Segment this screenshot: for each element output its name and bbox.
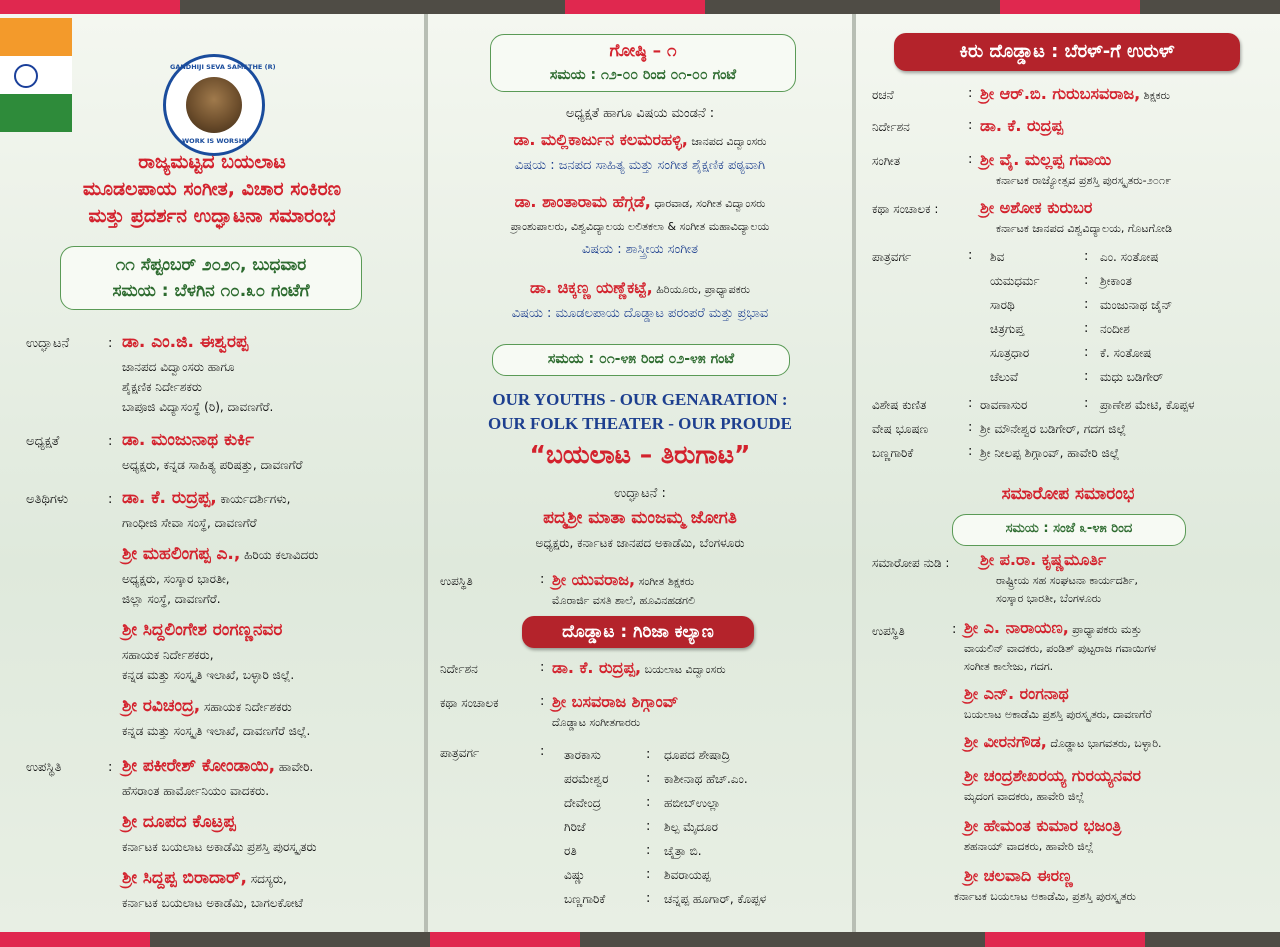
speaker-role: ಧಾರವಾಡ, ಸಂಗೀತ ವಿದ್ವಾಂಸರು — [650, 197, 766, 210]
guest-role: ಹಿರಿಯ ಕಲಾವಿದರು — [240, 548, 319, 562]
panel-right — [856, 14, 1280, 932]
guest-3-name: ಶ್ರೀ ಸಿದ್ದಲಿಂಗೇಶ ರಂಗಣ್ಣನವರ — [122, 620, 283, 640]
bayalata-title: “ಬಯಲಾಟ – ತಿರುಗಾಟ” — [529, 440, 751, 469]
speaker-name: ಡಾ. ಚಿಕ್ಕಣ್ಣ ಯಣ್ಣೆಕಟ್ಟೆ, — [530, 278, 653, 297]
guest-role: ಸಹಾಯಕ ನಿರ್ದೇಶಕರು — [200, 700, 292, 714]
label-narrator: ಕಥಾ ಸಂಚಾಲಕ : — [872, 202, 939, 216]
presence-desc: ವಾಯಲಿನ್ ವಾದಕರು, ಪಂಡಿತ್ ಪುಟ್ಟರಾಜ ಗವಾಯಿಗಳ — [964, 642, 1157, 655]
colon: : — [646, 771, 651, 786]
english-slogan-1: OUR YOUTHS - OUR GENARATION : — [492, 390, 788, 409]
english-slogan-2: OUR FOLK THEATER - OUR PROUDE — [488, 414, 792, 433]
guest-1 — [122, 488, 290, 508]
colon: : — [646, 819, 651, 834]
presence — [552, 570, 694, 590]
colon: : — [108, 434, 113, 449]
presence-desc: ಕರ್ನಾಟಕ ಬಯಲಾಟ ಅಕಾಡೆಮಿ ಪ್ರಶಸ್ತಿ ಪುರಸ್ಕೃತರು — [122, 840, 317, 854]
presence-role: ಸದಸ್ಯರು, — [246, 872, 287, 886]
cast-role: ಸಾರಥಿ — [990, 298, 1015, 312]
label-direction: ನಿರ್ದೇಶನ — [440, 662, 478, 676]
cast-actor: ಎಂ. ಸಂತೋಷ — [1100, 250, 1159, 264]
inaug-desc: ಅಧ್ಯಕ್ಷರು, ಕರ್ನಾಟಕ ಜಾನಪದ ಅಕಾಡೆಮಿ, ಬೆಂಗಳೂರು — [535, 536, 745, 550]
presence-desc: ಹೆಸರಾಂತ ಹಾರ್ಮೋನಿಯಂ ವಾದಕರು. — [122, 784, 270, 798]
presence-desc: ಮೃದಂಗ ವಾದಕರು, ಹಾವೇರಿ ಜಿಲ್ಲೆ — [964, 790, 1085, 803]
logo-motto: WORK IS WORSHIP — [182, 137, 252, 145]
cast-role: ಸೂತ್ರಧಾರ — [990, 346, 1030, 360]
label-music: ಸಂಗೀತ — [872, 154, 901, 168]
presence-1 — [122, 756, 313, 776]
colon: : — [968, 396, 973, 411]
colon: : — [540, 572, 545, 587]
speaker-3 — [428, 278, 852, 298]
guest-4 — [122, 696, 292, 716]
cast-role: ಚೆಲುವೆ — [990, 370, 1019, 384]
speaker-2-topic: ವಿಷಯ : ಶಾಸ್ತ್ರೀಯ ಸಂಗೀತ — [581, 242, 699, 257]
guest-name: ಡಾ. ಕೆ. ರುದ್ರಪ್ಪ, — [122, 488, 217, 508]
presiding-label: ಅಧ್ಯಕ್ಷತೆ ಹಾಗೂ ವಿಷಯ ಮಂಡನೆ : — [565, 106, 715, 121]
costume-value: ಶ್ರೀ ಮೌನೇಶ್ವರ ಬಡಿಗೇರ್, ಗದಗ ಜಿಲ್ಲೆ — [980, 422, 1127, 436]
speaker-1-topic: ವಿಷಯ : ಜನಪದ ಸಾಹಿತ್ಯ ಮತ್ತು ಸಂಗೀತ ಶೈಕ್ಷಣಿಕ ಪಠ್ಯವಾಗಿ — [514, 158, 766, 173]
top-border — [0, 0, 1280, 14]
label-makeup: ಬಣ್ಣಗಾರಿಕೆ — [872, 446, 914, 460]
music-desc: ಕರ್ನಾಟಕ ರಾಜ್ಯೋತ್ಸವ ಪ್ರಶಸ್ತಿ ಪುರಸ್ಕೃತರು-೨೦೧೯ — [996, 174, 1172, 187]
presence-2-name: ಶ್ರೀ ಎನ್. ರಂಗನಾಥ — [964, 684, 1069, 703]
presence-desc: ಕರ್ನಾಟಕ ಬಯಲಾಟ ಅಕಾಡೆಮಿ, ಪ್ರಶಸ್ತಿ ಪುರಸ್ಕೃತರು — [954, 890, 1136, 903]
cast-actor: ಶಿಲ್ಪ ಮೈದೂರ — [664, 820, 718, 834]
closing-desc: ರಾಷ್ಟ್ರೀಯ ಸಹ ಸಂಘಟನಾ ಕಾರ್ಯದರ್ಶಿ, — [996, 574, 1139, 587]
event-title-2: ಮೂಡಲಪಾಯ ಸಂಗೀತ, ವಿಚಾರ ಸಂಕಿರಣ — [82, 178, 342, 200]
cast-actor: ಶಿವರಾಯಪ್ಪ — [664, 868, 711, 882]
special-actor: ಪ್ರಾಣೇಶ ಮೇಟಿ, ಕೊಪ್ಪಳ — [1100, 398, 1195, 412]
speaker-2 — [428, 192, 852, 212]
colon: : — [646, 867, 651, 882]
colon: : — [968, 248, 973, 263]
kiru-doddata-banner: ಕಿರು ದೊಡ್ಡಾಟ : ಬೆರಳ್-ಗೆ ಉರುಳ್ — [894, 33, 1240, 71]
makeup-value: ಶ್ರೀ ನೀಲಪ್ಪ ಶಿಗ್ಗಾಂವ್, ಹಾವೇರಿ ಜಿಲ್ಲೆ — [980, 446, 1120, 460]
date-box — [60, 246, 362, 310]
colon: : — [540, 694, 545, 709]
director-role: ಬಯಲಾಟ ವಿದ್ವಾಂಸರು — [641, 663, 726, 676]
director — [552, 658, 726, 678]
event-title-3: ಮತ್ತು ಪ್ರದರ್ಶನ ಉದ್ಘಾಟನಾ ಸಮಾರಂಭ — [88, 205, 336, 227]
guest-role: ಕಾರ್ಯದರ್ಶಿಗಳು, — [216, 492, 291, 506]
colon: : — [968, 420, 973, 435]
colon: : — [952, 622, 957, 637]
presence-place: ಹಾವೇರಿ. — [275, 760, 314, 774]
time-2: ಸಮಯ : ೦೧-೪೫ ರಿಂದ ೦೨-೪೫ ಗಂಟೆ — [547, 351, 735, 367]
label-special-dance: ವಿಶೇಷ ಕುಣಿತ — [872, 398, 927, 412]
goshti-box — [490, 34, 796, 92]
label-narrator: ಕಥಾ ಸಂಚಾಲಕ — [440, 696, 499, 710]
president-name: ಡಾ. ಮಂಜುನಾಥ ಕುರ್ಕಿ — [122, 430, 254, 450]
colon: : — [108, 336, 113, 351]
cast-role: ಗಿರಿಜೆ — [564, 820, 586, 834]
cast-role: ಯಮಧರ್ಮ — [990, 274, 1040, 288]
narrator-desc: ದೊಡ್ಡಾಟ ಸಂಗೀತಗಾರರು — [552, 716, 641, 729]
colon: : — [108, 492, 113, 507]
presence-name: ಶ್ರೀ ವೀರನಗೌಡ, — [964, 732, 1047, 751]
cast-role: ರತಿ — [564, 844, 577, 858]
guest-2 — [122, 544, 318, 564]
inaugurator-desc: ಬಾಪೂಜಿ ವಿದ್ಯಾಸಂಸ್ಥೆ (ರಿ), ದಾವಣಗೆರೆ. — [122, 400, 274, 414]
closing-time: ಸಮಯ : ಸಂಜೆ ೩-೪೫ ರಿಂದ — [1005, 521, 1133, 536]
colon: : — [646, 747, 651, 762]
closing-speaker: ಶ್ರೀ ಪ.ರಾ. ಕೃಷ್ಣಮೂರ್ತಿ — [980, 550, 1107, 569]
colon: : — [968, 86, 973, 101]
presence-role: ದೊಡ್ಡಾಟ ಭಾಗವತರು, ಬಳ್ಳಾರಿ. — [1046, 737, 1162, 750]
colon: : — [108, 760, 113, 775]
speaker-2-desc: ಪ್ರಾಂಶುಪಾಲರು, ವಿಶ್ವವಿದ್ಯಾಲಯ ಲಲಿತಕಲಾ & ಸಂಗೀತ ಮಹಾವಿದ್ಯಾಲಯ — [510, 220, 770, 233]
president-desc: ಅಧ್ಯಕ್ಷರು, ಕನ್ನಡ ಸಾಹಿತ್ಯ ಪರಿಷತ್ತು, ದಾವಣಗೆರೆ — [122, 458, 303, 472]
label-closing-speech: ಸಮಾರೋಪ ನುಡಿ : — [872, 556, 950, 570]
presence-name: ಶ್ರೀ ಪಕೀರೇಶ್ ಕೋಂಡಾಯಿ, — [122, 756, 276, 776]
guest-desc: ಜಿಲ್ಲಾ ಸಂಸ್ಥೆ, ದಾವಣಗೆರೆ. — [122, 592, 221, 606]
colon: : — [1084, 273, 1089, 288]
label-costume: ವೇಷ ಭೂಷಣ — [872, 422, 929, 436]
closing-time-box — [952, 514, 1186, 546]
colon: : — [646, 891, 651, 906]
cast-actor: ಶ್ರೀಕಾಂತ — [1100, 274, 1132, 288]
closing-title: ಸಮಾರೋಪ ಸಮಾರಂಭ — [1001, 484, 1135, 504]
panel-middle — [428, 14, 852, 932]
presence-3 — [122, 868, 287, 888]
inaug-name: ಪದ್ಮಶ್ರೀ ಮಾತಾ ಮಂಜಮ್ಮ ಜೋಗತಿ — [543, 508, 737, 528]
cast-role: ಬಣ್ಣಗಾರಿಕೆ — [564, 892, 606, 906]
colon: : — [540, 744, 545, 759]
inaugurator-name: ಡಾ. ಎಂ.ಜಿ. ಈಶ್ವರಪ್ಪ — [122, 332, 249, 352]
presence-1 — [964, 618, 1142, 638]
presence-6-name: ಶ್ರೀ ಚಲವಾದಿ ಈರಣ್ಣ — [964, 866, 1073, 885]
flag-icon — [0, 18, 72, 133]
narrator-desc: ಕರ್ನಾಟಕ ಜಾನಪದ ವಿಶ್ವವಿದ್ಯಾಲಯ, ಗೊಟಗೋಡಿ — [996, 222, 1173, 235]
goshti-time: ಸಮಯ : ೧೨-೦೦ ರಿಂದ ೦೧-೦೦ ಗಂಟೆ — [549, 67, 737, 83]
colon: : — [1084, 297, 1089, 312]
speaker-3-topic: ವಿಷಯ : ಮೂಡಲಪಾಯ ದೊಡ್ಡಾಟ ಪರಂಪರೆ ಮತ್ತು ಪ್ರಭಾವ — [511, 306, 769, 321]
colon: : — [968, 444, 973, 459]
cast-actor: ಮಂಜುನಾಥ ಜೈನ್ — [1100, 298, 1173, 312]
cast-role: ತಾರಕಾಸು — [564, 748, 601, 762]
author — [980, 84, 1170, 104]
label-inauguration: ಉದ್ಘಾಟನೆ — [26, 336, 70, 351]
inaugurator-desc: ಶೈಕ್ಷಣಿಕ ನಿರ್ದೇಶಕರು — [122, 380, 203, 394]
presence-role: ಪ್ರಾಧ್ಯಾಪಕರು ಮತ್ತು — [1068, 623, 1142, 636]
presence-2-name: ಶ್ರೀ ದೂಪದ ಕೊಟ್ರಪ್ಪ — [122, 812, 236, 832]
label-direction: ನಿರ್ದೇಶನ — [872, 120, 910, 134]
event-time: ಸಮಯ : ಬೆಳಗಿನ ೧೦.೩೦ ಗಂಟೆಗೆ — [112, 281, 310, 301]
label-presence: ಉಪಸ್ಥಿತಿ — [440, 574, 473, 588]
narrator-name: ಶ್ರೀ ಬಸವರಾಜ ಶಿಗ್ಗಾಂವ್ — [552, 692, 679, 711]
logo-text: GANDHIJI SEVA SAMSTHE (R) — [170, 63, 276, 71]
label-cast: ಪಾತ್ರವರ್ಗ — [872, 250, 912, 264]
speaker-role: ಜಾನಪದ ವಿದ್ವಾಂಸರು — [687, 135, 767, 148]
colon: : — [968, 118, 973, 133]
colon: : — [1084, 369, 1089, 384]
cast-actor: ನಂದೀಶ — [1100, 322, 1130, 336]
colon: : — [1084, 345, 1089, 360]
presence-desc: ಕರ್ನಾಟಕ ಬಯಲಾಟ ಅಕಾಡೆಮಿ, ಬಾಗಲಕೋಟೆ — [122, 896, 304, 910]
director-name: ಡಾ. ಕೆ. ರುದ್ರಪ್ಪ — [980, 116, 1064, 135]
label-presence: ಉಪಸ್ಥಿತಿ — [26, 760, 62, 775]
label-guests: ಅತಿಥಿಗಳು — [26, 492, 69, 507]
event-date: ೧೧ ಸೆಪ್ಟಂಬರ್ ೨೦೨೧, ಬುಧವಾರ — [115, 255, 307, 275]
guest-desc: ಗಾಂಧೀಜಿ ಸೇವಾ ಸಂಸ್ಥೆ, ದಾವಣಗೆರೆ — [122, 516, 257, 530]
presence-desc: ಶಹನಾಯ್ ವಾದಕರು, ಹಾವೇರಿ ಜಿಲ್ಲೆ — [964, 840, 1094, 853]
colon: : — [968, 152, 973, 167]
cast-role: ಪರಮೇಶ್ವರ — [564, 772, 609, 786]
label-author: ರಚನೆ — [872, 88, 894, 102]
label-presence: ಉಪಸ್ಥಿತಿ — [872, 624, 905, 638]
guest-name: ಶ್ರೀ ಮಹಲಿಂಗಪ್ಪ ಎ., — [122, 544, 241, 564]
cast-role: ದೇವೇಂದ್ರ — [564, 796, 601, 810]
panel-left — [0, 14, 424, 932]
speaker-role: ಹಿರಿಯೂರು, ಪ್ರಾಧ್ಯಾಪಕರು — [652, 283, 750, 296]
special-role: ರಾವಣಾಸುರ — [980, 398, 1028, 412]
event-title-1: ರಾಜ್ಯಮಟ್ಟದ ಬಯಲಾಟ — [138, 151, 286, 173]
presence-name: ಶ್ರೀ ಯುವರಾಜ, — [552, 570, 636, 589]
presence-4-name: ಶ್ರೀ ಚಂದ್ರಶೇಖರಯ್ಯ ಗುರಯ್ಯನವರ — [964, 766, 1141, 785]
colon: : — [646, 795, 651, 810]
presence-5-name: ಶ್ರೀ ಹೇಮಂತ ಕುಮಾರ ಭಜಂತ್ರಿ — [964, 816, 1122, 835]
colon: : — [1084, 396, 1089, 411]
cast-actor: ಧೂಪದ ಶೇಷಾದ್ರಿ — [664, 748, 730, 762]
colon: : — [646, 843, 651, 858]
guest-desc: ಅಧ್ಯಕ್ಷರು, ಸಂಸ್ಕಾರ ಭಾರತೀ, — [122, 572, 230, 586]
cast-actor: ಮಧು ಬಡಿಗೇರ್ — [1100, 370, 1164, 384]
cast-role: ವಿಷ್ಣು — [564, 868, 586, 882]
music-name: ಶ್ರೀ ವೈ. ಮಲ್ಲಪ್ಪ ಗವಾಯಿ — [980, 150, 1112, 169]
closing-desc: ಸಂಸ್ಕಾರ ಭಾರತೀ, ಬೆಂಗಳೂರು — [996, 592, 1102, 605]
doddata-banner: ದೊಡ್ಡಾಟ : ಗಿರಿಜಾ ಕಲ್ಯಾಣ — [522, 616, 754, 648]
bottom-border — [0, 932, 1280, 947]
cast-role: ಶಿವ — [990, 250, 1005, 264]
inaugurator-desc: ಜಾನಪದ ವಿದ್ವಾಂಸರು ಹಾಗೂ — [122, 360, 235, 374]
colon: : — [1084, 249, 1089, 264]
time-box-2 — [492, 344, 790, 376]
presence-3 — [964, 732, 1162, 752]
inaug-label: ಉದ್ಘಾಟನೆ : — [614, 486, 666, 501]
narrator-name: ಶ್ರೀ ಅಶೋಕ ಕುರುಬರ — [980, 198, 1093, 217]
presence-desc: ಸಂಗೀತ ಕಾಲೇಜು, ಗದಗ. — [964, 660, 1054, 673]
author-name: ಶ್ರೀ ಆರ್.ಬಿ. ಗುರುಬಸವರಾಜ, — [980, 84, 1141, 103]
speaker-1 — [428, 130, 852, 150]
presence-desc: ಬಯಲಾಟ ಅಕಾಡೆಮಿ ಪ್ರಶಸ್ತಿ ಪುರಸ್ಕೃತರು, ದಾವಣಗೆರೆ — [964, 708, 1152, 721]
goshti-title: ಗೋಷ್ಠಿ – ೧ — [609, 41, 677, 61]
presence-desc: ಮೊರಾರ್ಜಿ ವಸತಿ ಶಾಲೆ, ಹೂವಿನಹಡಗಲಿ — [552, 594, 695, 607]
speaker-name: ಡಾ. ಮಲ್ಲಿಕಾರ್ಜುನ ಕಲಮರಹಳ್ಳಿ, — [513, 130, 688, 149]
cast-actor: ಹಬೀಬ್‌ಉಲ್ಲಾ — [664, 796, 721, 810]
colon: : — [1084, 321, 1089, 336]
cast-actor: ಕಾಶೀನಾಥ ಹೆಚ್.ಎಂ. — [664, 772, 748, 786]
guest-desc: ಕನ್ನಡ ಮತ್ತು ಸಂಸ್ಕೃತಿ ಇಲಾಖೆ, ದಾವಣಗೆರೆ ಜಿಲ್ಲೆ. — [122, 724, 311, 738]
colon: : — [540, 660, 545, 675]
speaker-name: ಡಾ. ಶಾಂತಾರಾಮ ಹೆಗ್ಗಡೆ, — [514, 192, 651, 211]
director-name: ಡಾ. ಕೆ. ರುದ್ರಪ್ಪ, — [552, 658, 642, 677]
cast-actor: ಕೆ. ಸಂತೋಷ — [1100, 346, 1152, 360]
author-role: ಶಿಕ್ಷಕರು — [1140, 89, 1170, 102]
guest-desc: ಸಹಾಯಕ ನಿರ್ದೇಶಕರು, — [122, 648, 214, 662]
presence-role: ಸಂಗೀತ ಶಿಕ್ಷಕರು — [635, 575, 695, 588]
cast-actor: ಚೈತ್ರಾ ಬಿ. — [664, 844, 702, 858]
cast-actor: ಚನ್ನಪ್ಪ ಹೂಗಾರ್, ಕೊಪ್ಪಳ — [664, 892, 767, 906]
cast-role: ಚಿತ್ರಗುಪ್ತ — [990, 322, 1024, 336]
presence-name: ಶ್ರೀ ಸಿದ್ದಪ್ಪ ಬಿರಾದಾರ್, — [122, 868, 247, 888]
gandhiji-seva-samsthe-logo — [163, 54, 276, 156]
label-cast: ಪಾತ್ರವರ್ಗ — [440, 746, 480, 760]
guest-desc: ಕನ್ನಡ ಮತ್ತು ಸಂಸ್ಕೃತಿ ಇಲಾಖೆ, ಬಳ್ಳಾರಿ ಜಿಲ್ಲೆ. — [122, 668, 295, 682]
presence-name: ಶ್ರೀ ಎ. ನಾರಾಯಣ, — [964, 618, 1069, 637]
guest-name: ಶ್ರೀ ರವಿಚಂದ್ರ, — [122, 696, 201, 716]
label-president: ಅಧ್ಯಕ್ಷತೆ — [26, 434, 60, 449]
